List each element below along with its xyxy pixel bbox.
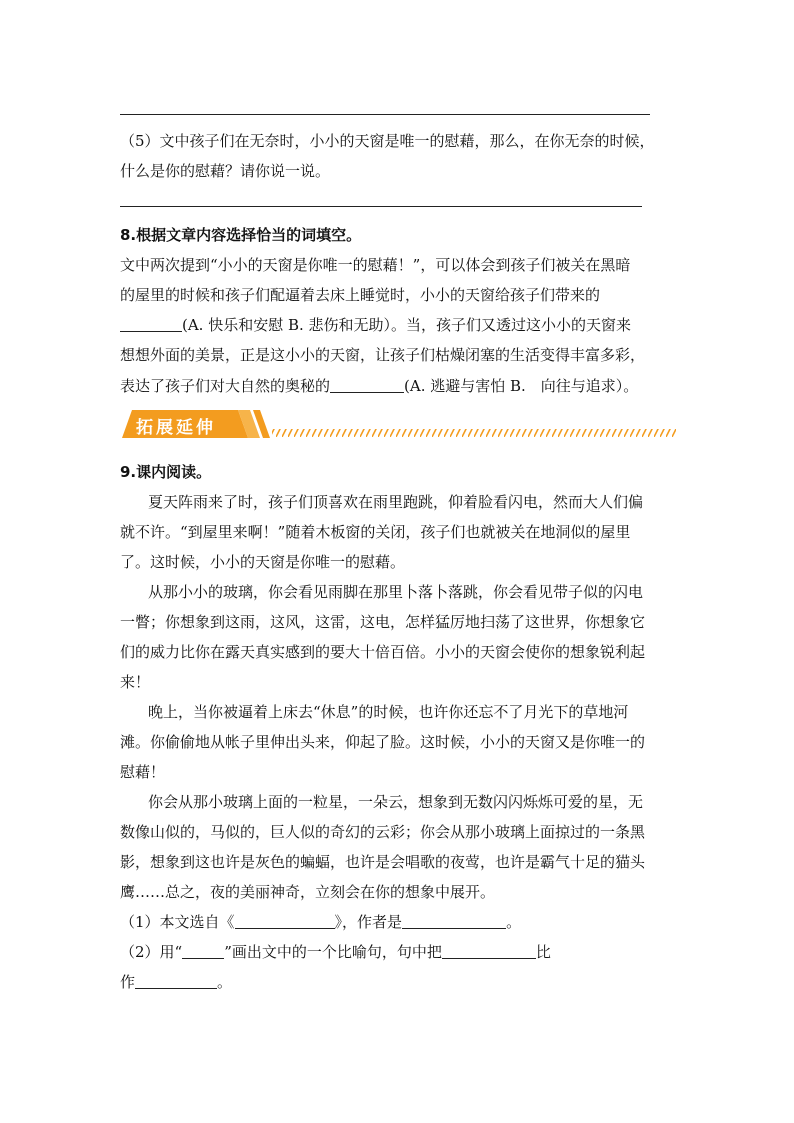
q8-line5-text-a: 表达了孩子们对大自然的奥秘的 <box>120 377 331 395</box>
section-banner <box>120 407 676 441</box>
banner-title: 拓展延伸 <box>136 418 216 438</box>
q9-sub2-text-c: 比 <box>535 943 551 961</box>
blank-underline-sample <box>182 943 224 959</box>
passage-p4-line3: 影，想象到这也许是灰色的蝙蝠，也许是会唱歌的夜莺，也许是霸气十足的猫头 <box>120 853 646 871</box>
q7-5-line2: 什么是你的慰藉？请你说一说。 <box>120 162 331 180</box>
q8-line5-text-b: (A. 逃避与害怕 B. 向往与追求）。 <box>404 377 639 395</box>
blank-q8-2[interactable] <box>330 377 404 393</box>
q8-line1: 文中两次提到“小小的天窗是你唯一的慰藉！”，可以体会到孩子们被关在黑暗 <box>120 256 631 274</box>
passage-p2-line1: 从那小小的玻璃，你会看见雨脚在那里卜落卜落跳，你会看见带子似的闪电 <box>148 583 644 601</box>
q8-line2: 的屋里的时候和孩子们配逼着去床上睡觉时，小小的天窗给孩子们带来的 <box>120 286 601 304</box>
passage-p3-line3: 慰藉！ <box>120 763 166 781</box>
passage-p3-line2: 滩。你偷偷地从帐子里伸出头来，仰起了脸。这时候，小小的天窗又是你唯一的 <box>120 733 646 751</box>
q9-sub1-text-c: 。 <box>506 913 522 931</box>
q8-heading: 8.根据文章内容选择恰当的词填空。 <box>120 226 362 244</box>
q8-line3 <box>120 315 631 335</box>
q9-heading: 9.课内阅读。 <box>120 463 212 481</box>
q8-line5 <box>120 376 638 396</box>
blank-vehicle[interactable] <box>135 973 217 989</box>
passage-p1-line1: 夏天阵雨来了时，孩子们顶喜欢在雨里跑跳，仰着脸看闪电，然而大人们偏 <box>148 493 644 511</box>
blank-source[interactable] <box>235 913 335 929</box>
blank-author[interactable] <box>402 913 506 929</box>
blank-q8-1[interactable] <box>120 316 182 332</box>
q9-sub2 <box>120 942 551 962</box>
blank-tenor[interactable] <box>442 943 536 959</box>
q9-sub2-cont <box>120 972 232 992</box>
q9-sub2-text-d: 作 <box>120 973 136 991</box>
answer-line-q7-5 <box>120 206 642 207</box>
q9-sub2-text-e: 。 <box>217 973 233 991</box>
q8-line3-text: (A. 快乐和安慰 B. 悲伤和无助）。当，孩子们又透过这小小的天窗来 <box>182 316 632 334</box>
q9-sub1-text-b: 》，作者是 <box>334 913 403 931</box>
passage-p1-line2: 就不许。“到屋里来啊！”随着木板窗的关闭，孩子们也就被关在地洞似的屋里 <box>120 523 631 541</box>
passage-p2-line3: 们的威力比你在露天真实感到的要大十倍百倍。小小的天窗会使你的想象锐利起 <box>120 643 646 661</box>
passage-p2-line2: 一瞥；你想象到这雨，这风，这雷，这电，怎样猛厉地扫荡了这世界，你想象它 <box>120 613 646 631</box>
passage-p3-line1: 晚上，当你被逼着上床去“休息”的时候，也许你还忘不了月光下的草地河 <box>148 703 629 721</box>
passage-p2-line4: 来！ <box>120 673 151 691</box>
q9-sub2-text-b: ”画出文中的一个比喻句，句中把 <box>224 943 442 961</box>
banner-hatch <box>272 429 676 437</box>
passage-p4-line4: 鹰……总之，夜的美丽神奇，立刻会在你的想象中展开。 <box>120 883 496 901</box>
q7-5-line1: （5）文中孩子们在无奈时，小小的天窗是唯一的慰藉，那么，在你无奈的时候， <box>120 132 655 150</box>
q9-sub1 <box>120 912 521 932</box>
passage-p4-line1: 你会从那小玻璃上面的一粒星，一朵云，想象到无数闪闪烁烁可爱的星，无 <box>148 793 644 811</box>
passage-p4-line2: 数像山似的，马似的，巨人似的奇幻的云彩；你会从那小玻璃上面掠过的一条黑 <box>120 823 646 841</box>
answer-line-top <box>120 114 650 115</box>
q9-sub1-text-a: （1）本文选自《 <box>120 913 235 931</box>
q9-sub2-text-a: （2）用“ <box>120 943 183 961</box>
q8-line4: 想想外面的美景，正是这小小的天窗，让孩子们枯燥闭塞的生活变得丰富多彩， <box>120 346 646 364</box>
passage-p1-line3: 了。这时候，小小的天窗是你唯一的慰藉。 <box>120 553 406 571</box>
